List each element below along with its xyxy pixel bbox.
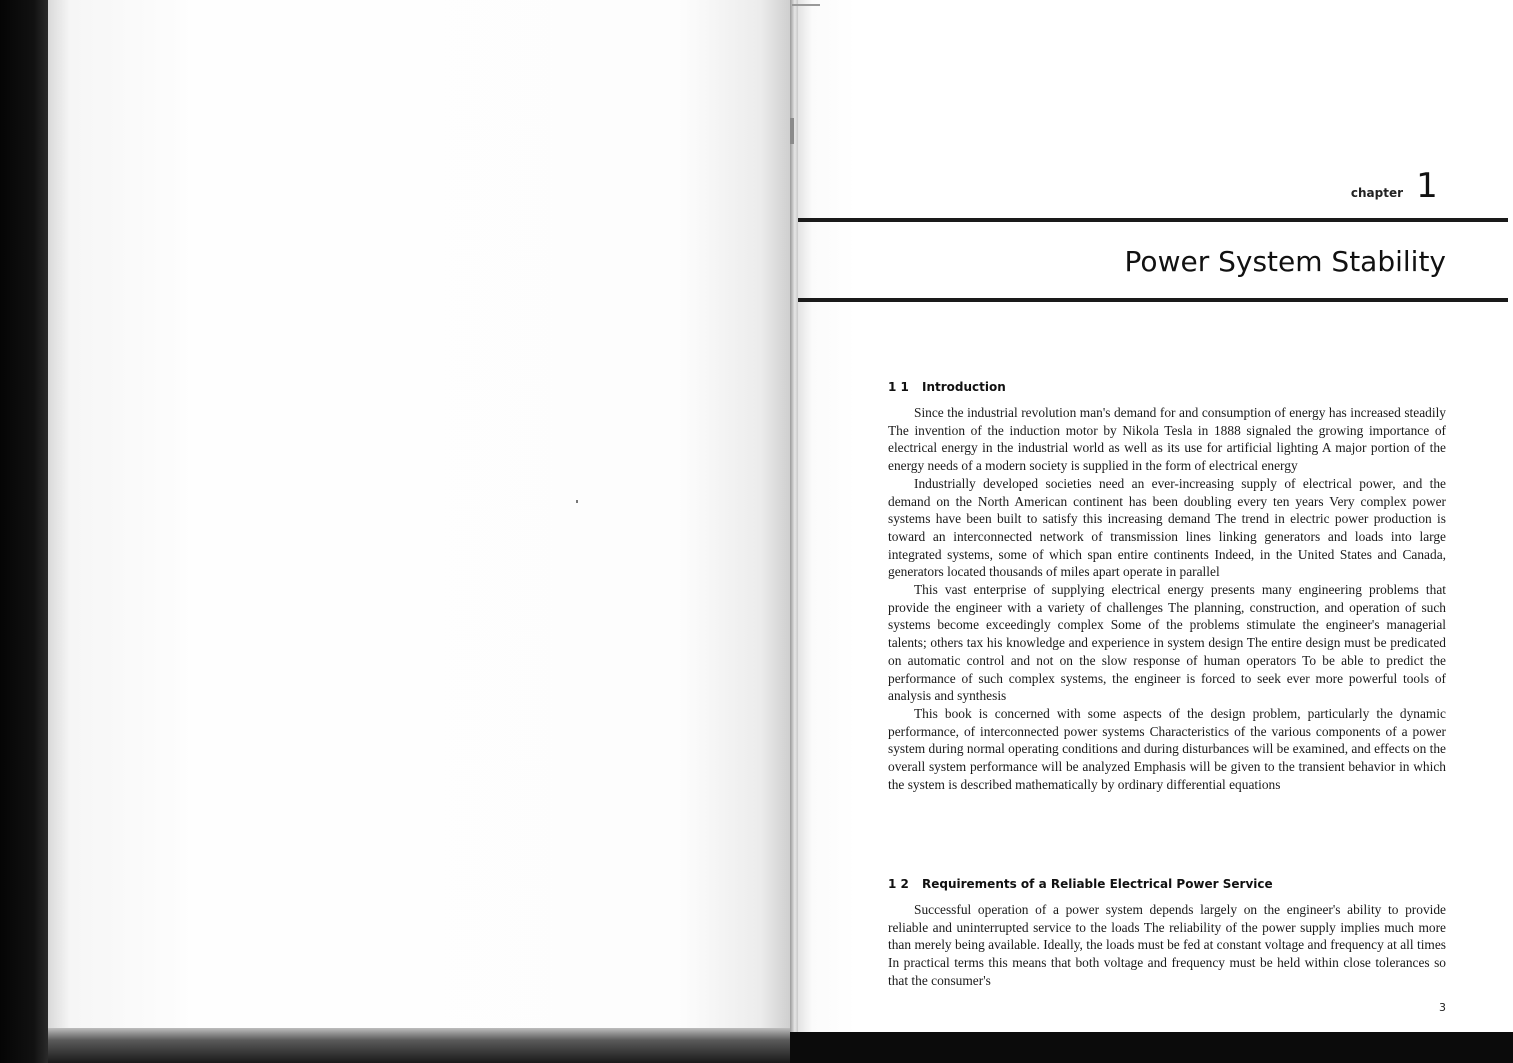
gutter-mark	[790, 118, 794, 144]
paragraph: This vast enterprise of supplying electrical energy presents many engineering problems that provide the engineer with a variety of challenges The planning, construction, and operation of such systems become exceedingly complex Some of the problems stimulate the engineer's managerial talents; others tax his knowledge and experience in system design The entire design must be predicated on automatic control and not on the slow response of human operators To be able to predict the performance of such complex systems, the engineer is forced to seek ever more powerful tools of analysis and synthesis	[888, 582, 1446, 704]
page-number: 3	[1439, 1001, 1446, 1014]
paragraph: This book is concerned with some aspects of the design problem, particularly the dynamic performance, of interconnected power systems Characteristics of the various components of a power system during normal operating conditions and during disturbances will be examined, and effects on the overall system performance will be analyzed Emphasis will be given to the transient behavior in which the system is described mathematically by ordinary differential equations	[888, 705, 1446, 792]
paragraph: Since the industrial revolution man's demand for and consumption of energy has increased steadily The invention of the induction motor by Nikola Tesla in 1888 signaled the growing importance of electrical energy in the industrial world as well as its use for artificial lighting A major portion of the energy needs of a modern society is supplied in the form of electrical energy	[888, 405, 1446, 474]
section-number: 1 2	[888, 877, 909, 891]
bottom-dark-band	[790, 1032, 1513, 1063]
page-corner-line	[792, 4, 820, 6]
paragraph: Successful operation of a power system depends largely on the engineer's ability to provide reliable and uninterrupted service to the loads The reliability of the power supply implies much more than merely being available. Ideally, the loads must be fed at constant voltage and frequency at all times In practical terms this means that both voltage and frequency must be held within close tolerances so that the consumer's	[888, 902, 1446, 988]
chapter-rule-bottom	[798, 298, 1508, 302]
chapter-title: Power System Stability	[1124, 245, 1446, 278]
book-gutter	[790, 0, 798, 1040]
section-title: Introduction	[922, 380, 1006, 394]
bottom-shadow	[48, 1028, 790, 1063]
book-spine-shadow	[0, 0, 48, 1063]
chapter-number: 1	[1416, 166, 1438, 206]
chapter-rule-top	[798, 218, 1508, 222]
section-title: Requirements of a Reliable Electrical Power Service	[922, 877, 1273, 891]
section-number: 1 1	[888, 380, 909, 394]
page-speck	[576, 500, 578, 503]
left-blank-page	[48, 0, 790, 1032]
section-body-requirements	[888, 901, 1446, 990]
section-body-introduction	[888, 404, 1446, 793]
section-heading-requirements	[888, 877, 1448, 891]
chapter-label: chapter	[1350, 186, 1403, 200]
paragraph: Industrially developed societies need an ever-increasing supply of electrical power, and the demand on the North American continent has been doubling every ten years Very complex power systems have been built to satisfy this increasing demand The trend in electric power production is toward an interconnected network of transmission lines linking generators and loads into large integrated systems, some of which span entire continents Indeed, in the United States and Canada, generators located thousands of miles apart operate in parallel	[888, 475, 1446, 580]
section-heading-introduction	[888, 380, 1448, 394]
